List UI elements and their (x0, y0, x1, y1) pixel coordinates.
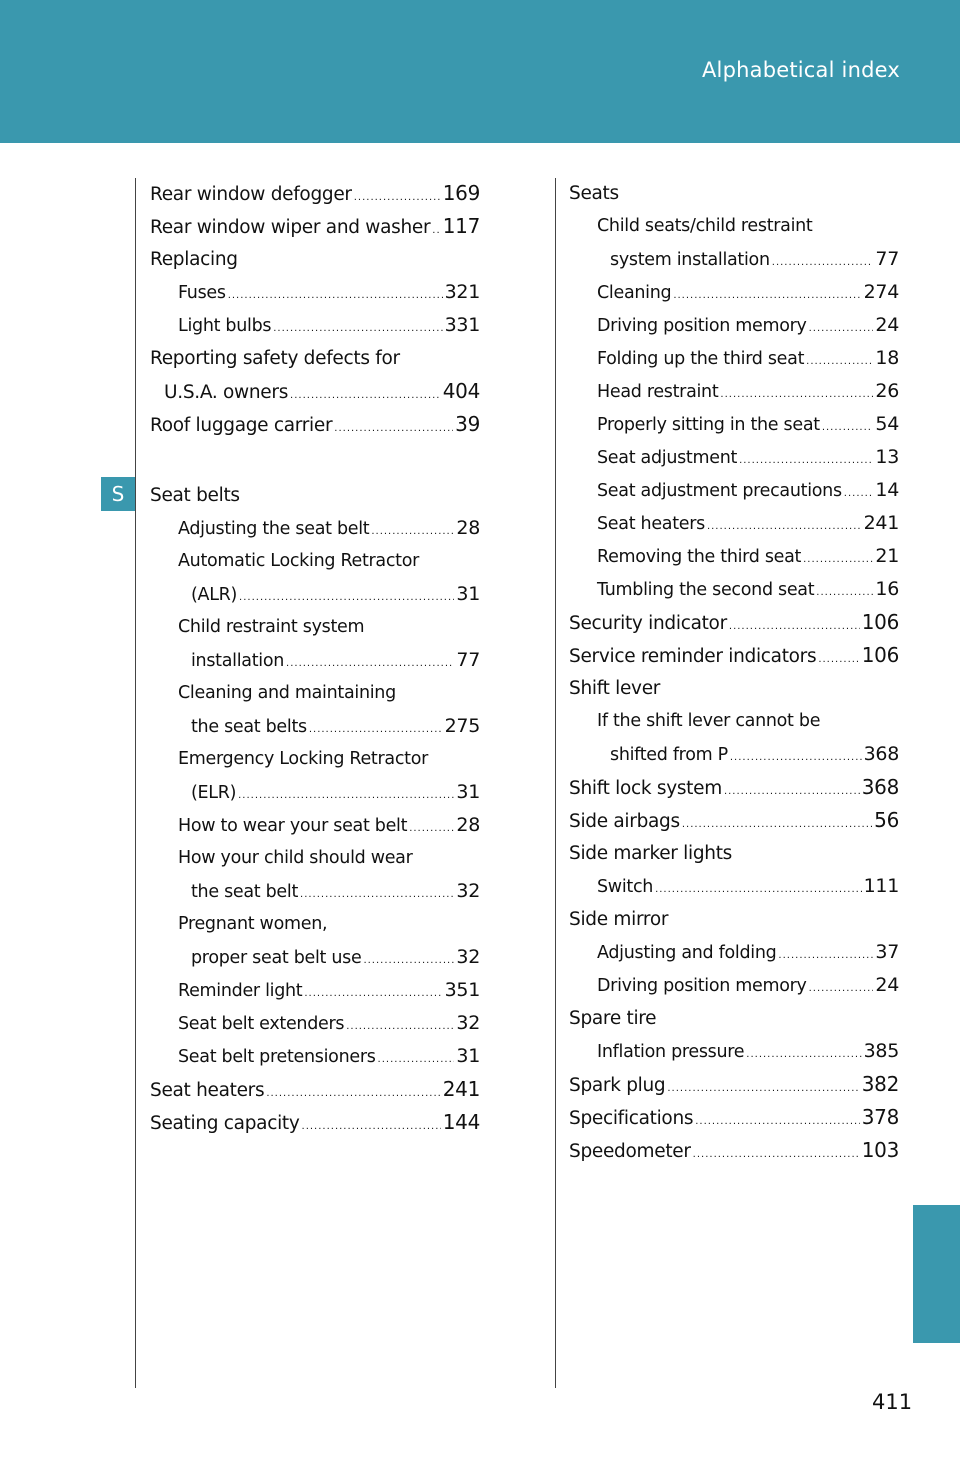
index-entry-term: the seat belts (191, 717, 307, 737)
dot-leader (378, 1043, 455, 1076)
index-entry-term: Cleaning (597, 283, 672, 303)
index-entry-page: 106 (861, 643, 899, 667)
index-entry (150, 375, 480, 408)
index-entry (569, 672, 899, 705)
index-entry-term: Fuses (178, 283, 226, 303)
index-entry-term: the seat belt (191, 882, 299, 902)
index-entry-page: 144 (442, 1110, 480, 1134)
dot-leader (809, 972, 874, 1005)
dot-leader (409, 812, 454, 845)
index-entry (569, 606, 899, 639)
index-entry (150, 309, 480, 342)
index-entry (569, 210, 899, 243)
index-entry-page: 169 (442, 181, 480, 205)
index-entry-term: Side marker lights (569, 843, 733, 864)
index-entry-term: Child restraint system (178, 617, 365, 637)
index-entry-page: 37 (875, 941, 899, 963)
index-entry (569, 1101, 899, 1134)
index-entry-term: Shift lever (569, 678, 661, 699)
dot-leader (695, 1105, 860, 1138)
index-entry-term: Service reminder indicators (569, 646, 817, 667)
index-entry-term: Child seats/child restraint (597, 216, 813, 236)
section-tab-s: S (101, 477, 135, 511)
page-header (0, 0, 960, 143)
index-entry-page: 274 (863, 281, 899, 303)
index-entry (150, 974, 480, 1007)
index-entry-page: 77 (456, 649, 480, 671)
index-entry (569, 507, 899, 540)
index-entry (150, 1040, 480, 1073)
index-entry (150, 1007, 480, 1040)
index-entry-page: 385 (863, 1040, 899, 1062)
index-entry-term: (ELR) (191, 783, 237, 803)
index-entry (569, 309, 899, 342)
index-entry (150, 611, 480, 644)
dot-leader (720, 378, 873, 411)
dot-leader (238, 779, 454, 812)
dot-leader (286, 647, 454, 680)
index-entry-term: Pregnant women, (178, 914, 328, 934)
index-entry-term: Seat adjustment precautions (597, 481, 842, 501)
index-entry-page: 117 (442, 214, 480, 238)
index-entry (150, 243, 480, 276)
index-entry-term: Light bulbs (178, 316, 272, 336)
index-entry (150, 1073, 480, 1106)
dot-leader (803, 543, 873, 576)
dot-leader (334, 412, 453, 445)
index-entry-term: proper seat belt use (191, 948, 362, 968)
index-entry-term: Side mirror (569, 909, 669, 930)
index-entry-term: Reminder light (178, 981, 303, 1001)
index-entry (569, 441, 899, 474)
dot-leader (290, 379, 441, 412)
index-entry-page: 241 (442, 1077, 480, 1101)
dot-leader (739, 444, 873, 477)
index-entry-term: How to wear your seat belt (178, 816, 408, 836)
index-entry-term: Adjusting the seat belt (178, 519, 370, 539)
index-entry-term: Switch (597, 877, 654, 897)
index-entry (569, 408, 899, 441)
index-entry (569, 276, 899, 309)
index-entry (569, 540, 899, 573)
index-entry (569, 936, 899, 969)
index-entry (150, 677, 480, 710)
index-entry (150, 941, 480, 974)
index-entry-page: 16 (875, 578, 899, 600)
index-entry-term: shifted from P (610, 745, 728, 765)
index-spacer (150, 441, 480, 479)
index-entry (569, 342, 899, 375)
index-entry (569, 1002, 899, 1035)
index-entry (150, 177, 480, 210)
index-entry-page: 378 (861, 1105, 899, 1129)
index-entry (569, 243, 899, 276)
index-entry (150, 479, 480, 512)
index-entry-page: 31 (456, 583, 480, 605)
index-entry (150, 545, 480, 578)
index-entry (150, 342, 480, 375)
index-entry-term: Adjusting and folding (597, 943, 777, 963)
dot-leader (228, 279, 443, 312)
index-entry-page: 39 (455, 412, 480, 436)
index-entry-page: 351 (444, 979, 480, 1001)
index-entry-page: 21 (875, 545, 899, 567)
index-entry-page: 32 (456, 880, 480, 902)
index-entry-term: Driving position memory (597, 316, 807, 336)
index-entry-term: Side airbags (569, 811, 680, 832)
index-entry-term: Rear window wiper and washer (150, 217, 431, 238)
index-entry-page: 382 (861, 1072, 899, 1096)
index-column-left (150, 177, 480, 1139)
index-entry-term: Speedometer (569, 1141, 691, 1162)
index-entry (150, 408, 480, 441)
index-entry (150, 1106, 480, 1139)
index-entry-page: 241 (863, 512, 899, 534)
index-entry-page: 32 (456, 946, 480, 968)
index-entry-page: 56 (874, 808, 899, 832)
index-entry-term: installation (191, 651, 285, 671)
index-entry-term: Driving position memory (597, 976, 807, 996)
index-entry-term: Properly sitting in the seat (597, 415, 820, 435)
index-entry-term: Tumbling the second seat (597, 580, 815, 600)
index-entry-term: Emergency Locking Retractor (178, 749, 428, 769)
dot-leader (693, 1138, 860, 1171)
dot-leader (309, 713, 443, 746)
index-entry (569, 474, 899, 507)
index-entry (569, 969, 899, 1002)
index-entry-term: Seats (569, 183, 619, 204)
index-entry-term: Seat belts (150, 485, 240, 506)
index-entry-term: If the shift lever cannot be (597, 711, 821, 731)
index-entry-page: 111 (863, 875, 899, 897)
dot-leader (778, 939, 873, 972)
index-entry-term: How your child should wear (178, 848, 413, 868)
index-entry-page: 368 (863, 743, 899, 765)
index-entry (569, 771, 899, 804)
index-entry-term: Seat belt pretensioners (178, 1047, 376, 1067)
index-entry-term: Security indicator (569, 613, 727, 634)
index-entry (150, 578, 480, 611)
index-entry-term: Head restraint (597, 382, 719, 402)
index-entry (569, 639, 899, 672)
dot-leader (273, 312, 442, 345)
dot-leader (816, 576, 873, 609)
index-entry-page: 13 (875, 446, 899, 468)
dot-leader (432, 214, 440, 247)
chapter-tab (913, 1205, 960, 1343)
index-entry (569, 804, 899, 837)
dot-leader (304, 977, 442, 1010)
dot-leader (729, 610, 860, 643)
index-entry (569, 573, 899, 606)
index-entry-page: 321 (444, 281, 480, 303)
dot-leader (346, 1010, 454, 1043)
dot-leader (822, 411, 874, 444)
index-entry-term: Spark plug (569, 1075, 666, 1096)
index-entry (150, 210, 480, 243)
dot-leader (746, 1038, 861, 1071)
index-entry-page: 54 (875, 413, 899, 435)
index-entry-term: Inflation pressure (597, 1042, 745, 1062)
index-entry-term: Seat belt extenders (178, 1014, 345, 1034)
dot-leader (844, 477, 874, 510)
index-entry-term: Folding up the third seat (597, 349, 805, 369)
index-column-right (569, 177, 899, 1167)
index-entry (150, 809, 480, 842)
index-entry (569, 705, 899, 738)
index-entry (150, 276, 480, 309)
index-entry-term: Removing the third seat (597, 547, 802, 567)
index-entry-term: Automatic Locking Retractor (178, 551, 420, 571)
dot-leader (730, 741, 862, 774)
index-entry-term: Shift lock system (569, 778, 722, 799)
index-entry (569, 1134, 899, 1167)
page-number: 411 (872, 1390, 913, 1414)
dot-leader (363, 944, 454, 977)
index-entry (569, 903, 899, 936)
dot-leader (809, 312, 874, 345)
index-entry (569, 177, 899, 210)
index-entry-term: Specifications (569, 1108, 694, 1129)
left-column-rule (135, 178, 136, 1388)
index-entry-page: 24 (875, 974, 899, 996)
index-entry-page: 368 (861, 775, 899, 799)
index-entry-page: 275 (444, 715, 480, 737)
index-entry (569, 375, 899, 408)
index-entry-term: Seat heaters (150, 1080, 265, 1101)
index-entry-term: Roof luggage carrier (150, 415, 333, 436)
index-entry-term: Cleaning and maintaining (178, 683, 396, 703)
index-entry-term: (ALR) (191, 585, 238, 605)
dot-leader (239, 581, 454, 614)
index-entry (150, 644, 480, 677)
dot-leader (300, 878, 454, 911)
index-entry (569, 837, 899, 870)
index-entry-term: system installation (610, 250, 770, 270)
index-entry (569, 1068, 899, 1101)
index-entry-page: 106 (861, 610, 899, 634)
index-entry (150, 710, 480, 743)
index-entry (150, 512, 480, 545)
index-entry-page: 404 (442, 379, 480, 403)
index-entry-page: 31 (456, 781, 480, 803)
index-entry-page: 14 (875, 479, 899, 501)
dot-leader (772, 246, 874, 279)
index-entry-page: 28 (456, 517, 480, 539)
index-entry (150, 875, 480, 908)
dot-leader (818, 643, 859, 676)
dot-leader (667, 1072, 859, 1105)
index-entry (150, 842, 480, 875)
index-entry (150, 908, 480, 941)
index-entry-page: 32 (456, 1012, 480, 1034)
index-entry (569, 870, 899, 903)
index-entry-page: 77 (875, 248, 899, 270)
index-entry-page: 31 (456, 1045, 480, 1067)
index-entry-term: Replacing (150, 249, 238, 270)
dot-leader (266, 1077, 440, 1110)
index-entry-term: Spare tire (569, 1008, 657, 1029)
index-entry (569, 1035, 899, 1068)
dot-leader (354, 181, 441, 214)
index-entry-term: Rear window defogger (150, 184, 352, 205)
dot-leader (707, 510, 862, 543)
index-entry-page: 103 (861, 1138, 899, 1162)
index-entry-term: Seating capacity (150, 1113, 300, 1134)
index-entry-page: 26 (875, 380, 899, 402)
index-entry (150, 743, 480, 776)
index-entry-term: Seat heaters (597, 514, 705, 534)
index-entry-term: U.S.A. owners (164, 382, 289, 403)
middle-column-rule (555, 178, 556, 1388)
index-entry-page: 18 (875, 347, 899, 369)
index-entry (150, 776, 480, 809)
dot-leader (806, 345, 873, 378)
index-entry-page: 24 (875, 314, 899, 336)
dot-leader (655, 873, 862, 906)
dot-leader (724, 775, 860, 808)
header-title: Alphabetical index (701, 58, 900, 82)
index-entry (569, 738, 899, 771)
index-entry-page: 331 (444, 314, 480, 336)
index-entry-term: Reporting safety defects for (150, 348, 400, 369)
index-entry-page: 28 (456, 814, 480, 836)
index-entry-term: Seat adjustment (597, 448, 738, 468)
dot-leader (302, 1110, 441, 1143)
dot-leader (371, 515, 454, 548)
dot-leader (673, 279, 861, 312)
